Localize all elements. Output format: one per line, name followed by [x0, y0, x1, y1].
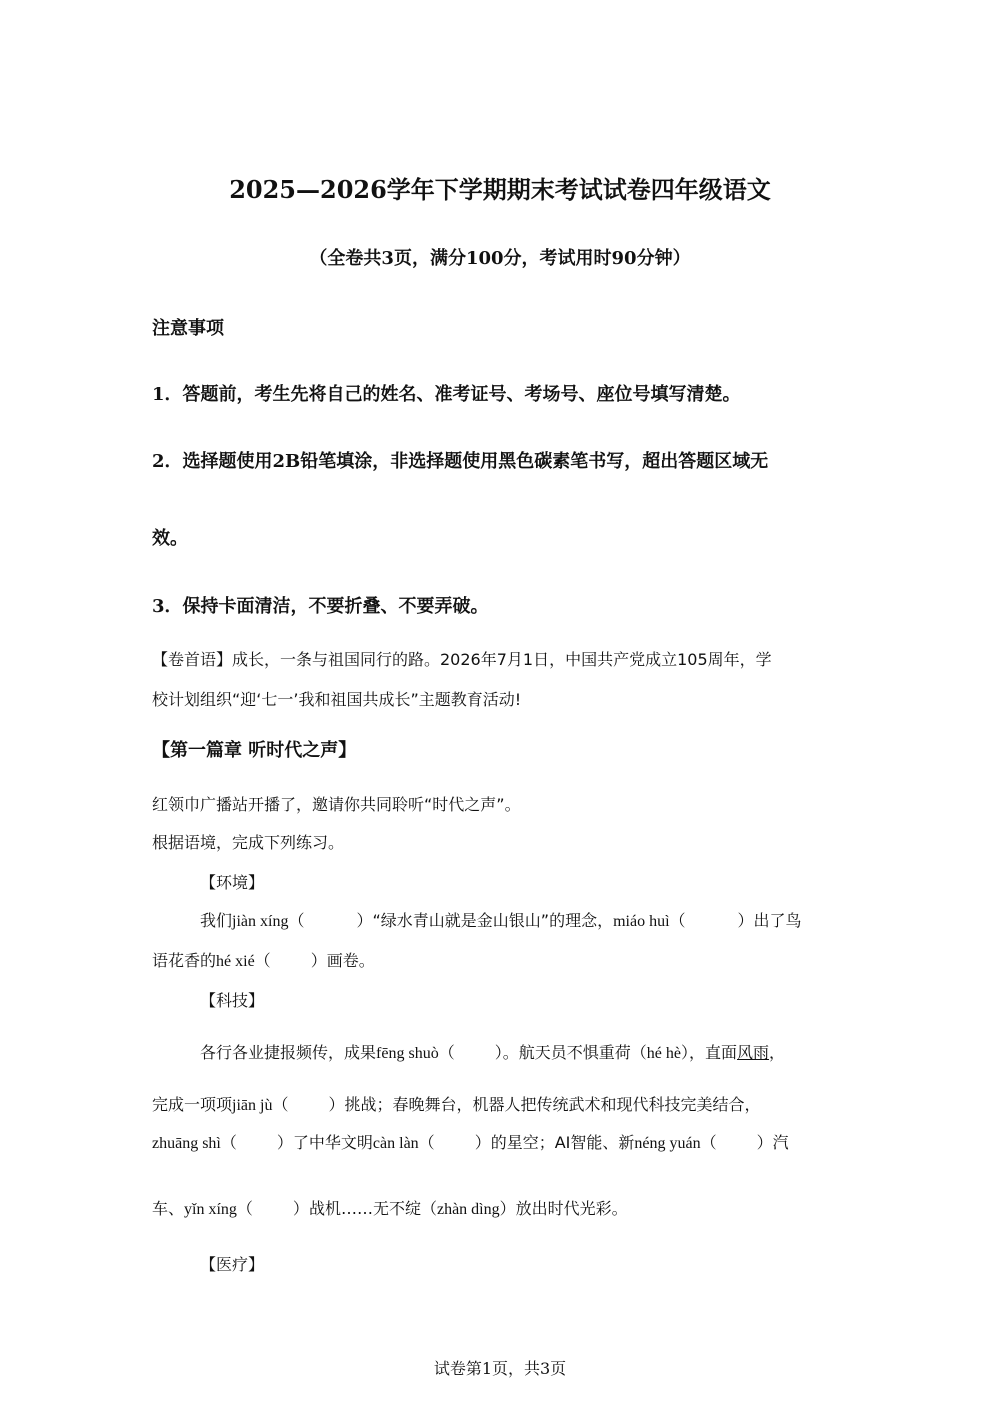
chapter-1-title: 【第一篇章 听时代之声】	[152, 740, 357, 761]
section-label-medical: 【医疗】	[200, 1255, 265, 1274]
preface-line-1: 【卷首语】成长，一条与祖国同行的路。2026年7月1日，中国共产党成立105周年，学	[152, 650, 772, 669]
text: 我们	[200, 911, 233, 930]
tech-line-3: zhuāng shì（ ）了中华文明càn làn（ ）的星空；AI智能、新néng yuán（ ）汽	[152, 1133, 789, 1152]
notice-heading: 注意事项	[152, 318, 224, 339]
notice-item-2-cont: 效。	[152, 528, 188, 549]
blank-paren[interactable]: （ ）	[700, 1133, 773, 1152]
pinyin-yinxing: yǐn xíng	[184, 1201, 237, 1218]
blank-paren[interactable]: （ ）	[418, 1133, 491, 1152]
chapter-intro-2: 根据语境，完成下列练习。	[152, 833, 345, 852]
blank-paren[interactable]: （ ）	[254, 951, 327, 970]
underlined-word: 风雨	[737, 1043, 770, 1062]
text: “绿水青山就是金山银山”的理念，	[372, 911, 614, 930]
page-subtitle: （全卷共3页，满分100分，考试用时90分钟）	[309, 248, 691, 269]
blank-paren[interactable]: （ ）	[288, 911, 373, 930]
tech-line-4: 车、yǐn xíng（ ）战机……无不绽（zhàn dìng）放出时代光彩。	[152, 1199, 628, 1218]
preface-line-2: 校计划组织“迎‘七一’我和祖国共成长”主题教育活动!	[152, 690, 522, 709]
blank-paren[interactable]: （ ）	[272, 1095, 345, 1114]
text: 语花香的	[152, 951, 217, 970]
pinyin-jianju: jiān jù	[232, 1097, 273, 1114]
pinyin-choice-he[interactable]: （hé hè）	[630, 1045, 689, 1062]
pinyin-miaohui: miáo huì	[613, 913, 670, 930]
pinyin-hexie: hé xié	[216, 953, 255, 970]
env-line-1	[200, 908, 802, 931]
pinyin-fengshuo: fēng shuò	[376, 1045, 439, 1062]
section-label-technology: 【科技】	[200, 991, 265, 1010]
blank-paren[interactable]: （ ）	[220, 1133, 293, 1152]
tech-line-1: 各行各业捷报频传，成果fēng shuò（ ）。航天员不惧重荷（hé hè），直面风雨，	[200, 1043, 786, 1062]
pinyin-choice-zhan[interactable]: （zhàn dìng）	[420, 1201, 516, 1218]
env-line-2	[152, 948, 375, 971]
chapter-intro-1: 红领巾广播站开播了，邀请你共同聆听“时代之声”。	[152, 795, 521, 814]
section-label-environment: 【环境】	[200, 873, 265, 892]
notice-item-1: 1．答题前，考生先将自己的姓名、准考证号、考场号、座位号填写清楚。	[152, 384, 741, 405]
text: 出了鸟	[753, 911, 802, 930]
page-footer: 试卷第1页，共3页	[433, 1359, 567, 1378]
blank-paren[interactable]: （ ）	[438, 1043, 503, 1062]
notice-item-2: 2．选择题使用2B铅笔填涂，非选择题使用黑色碳素笔书写，超出答题区域无	[152, 451, 769, 472]
page-title: 2025—2026学年下学期期末考试试卷四年级语文	[229, 175, 771, 204]
pinyin-canlan: càn làn	[372, 1135, 419, 1152]
pinyin-nengyuan: néng yuán	[634, 1135, 701, 1152]
blank-paren[interactable]: （ ）	[236, 1199, 309, 1218]
notice-item-3: 3．保持卡面清洁，不要折叠、不要弄破。	[152, 596, 489, 617]
blank-paren[interactable]: （ ）	[669, 911, 754, 930]
pinyin-jianxing: jiàn xíng	[232, 913, 289, 930]
text: 画卷。	[326, 951, 375, 970]
pinyin-zhuangshi: zhuāng shì	[152, 1135, 221, 1152]
tech-line-2: 完成一项项jiān jù（ ）挑战；春晚舞台，机器人把传统武术和现代科技完美结合，	[152, 1095, 761, 1114]
